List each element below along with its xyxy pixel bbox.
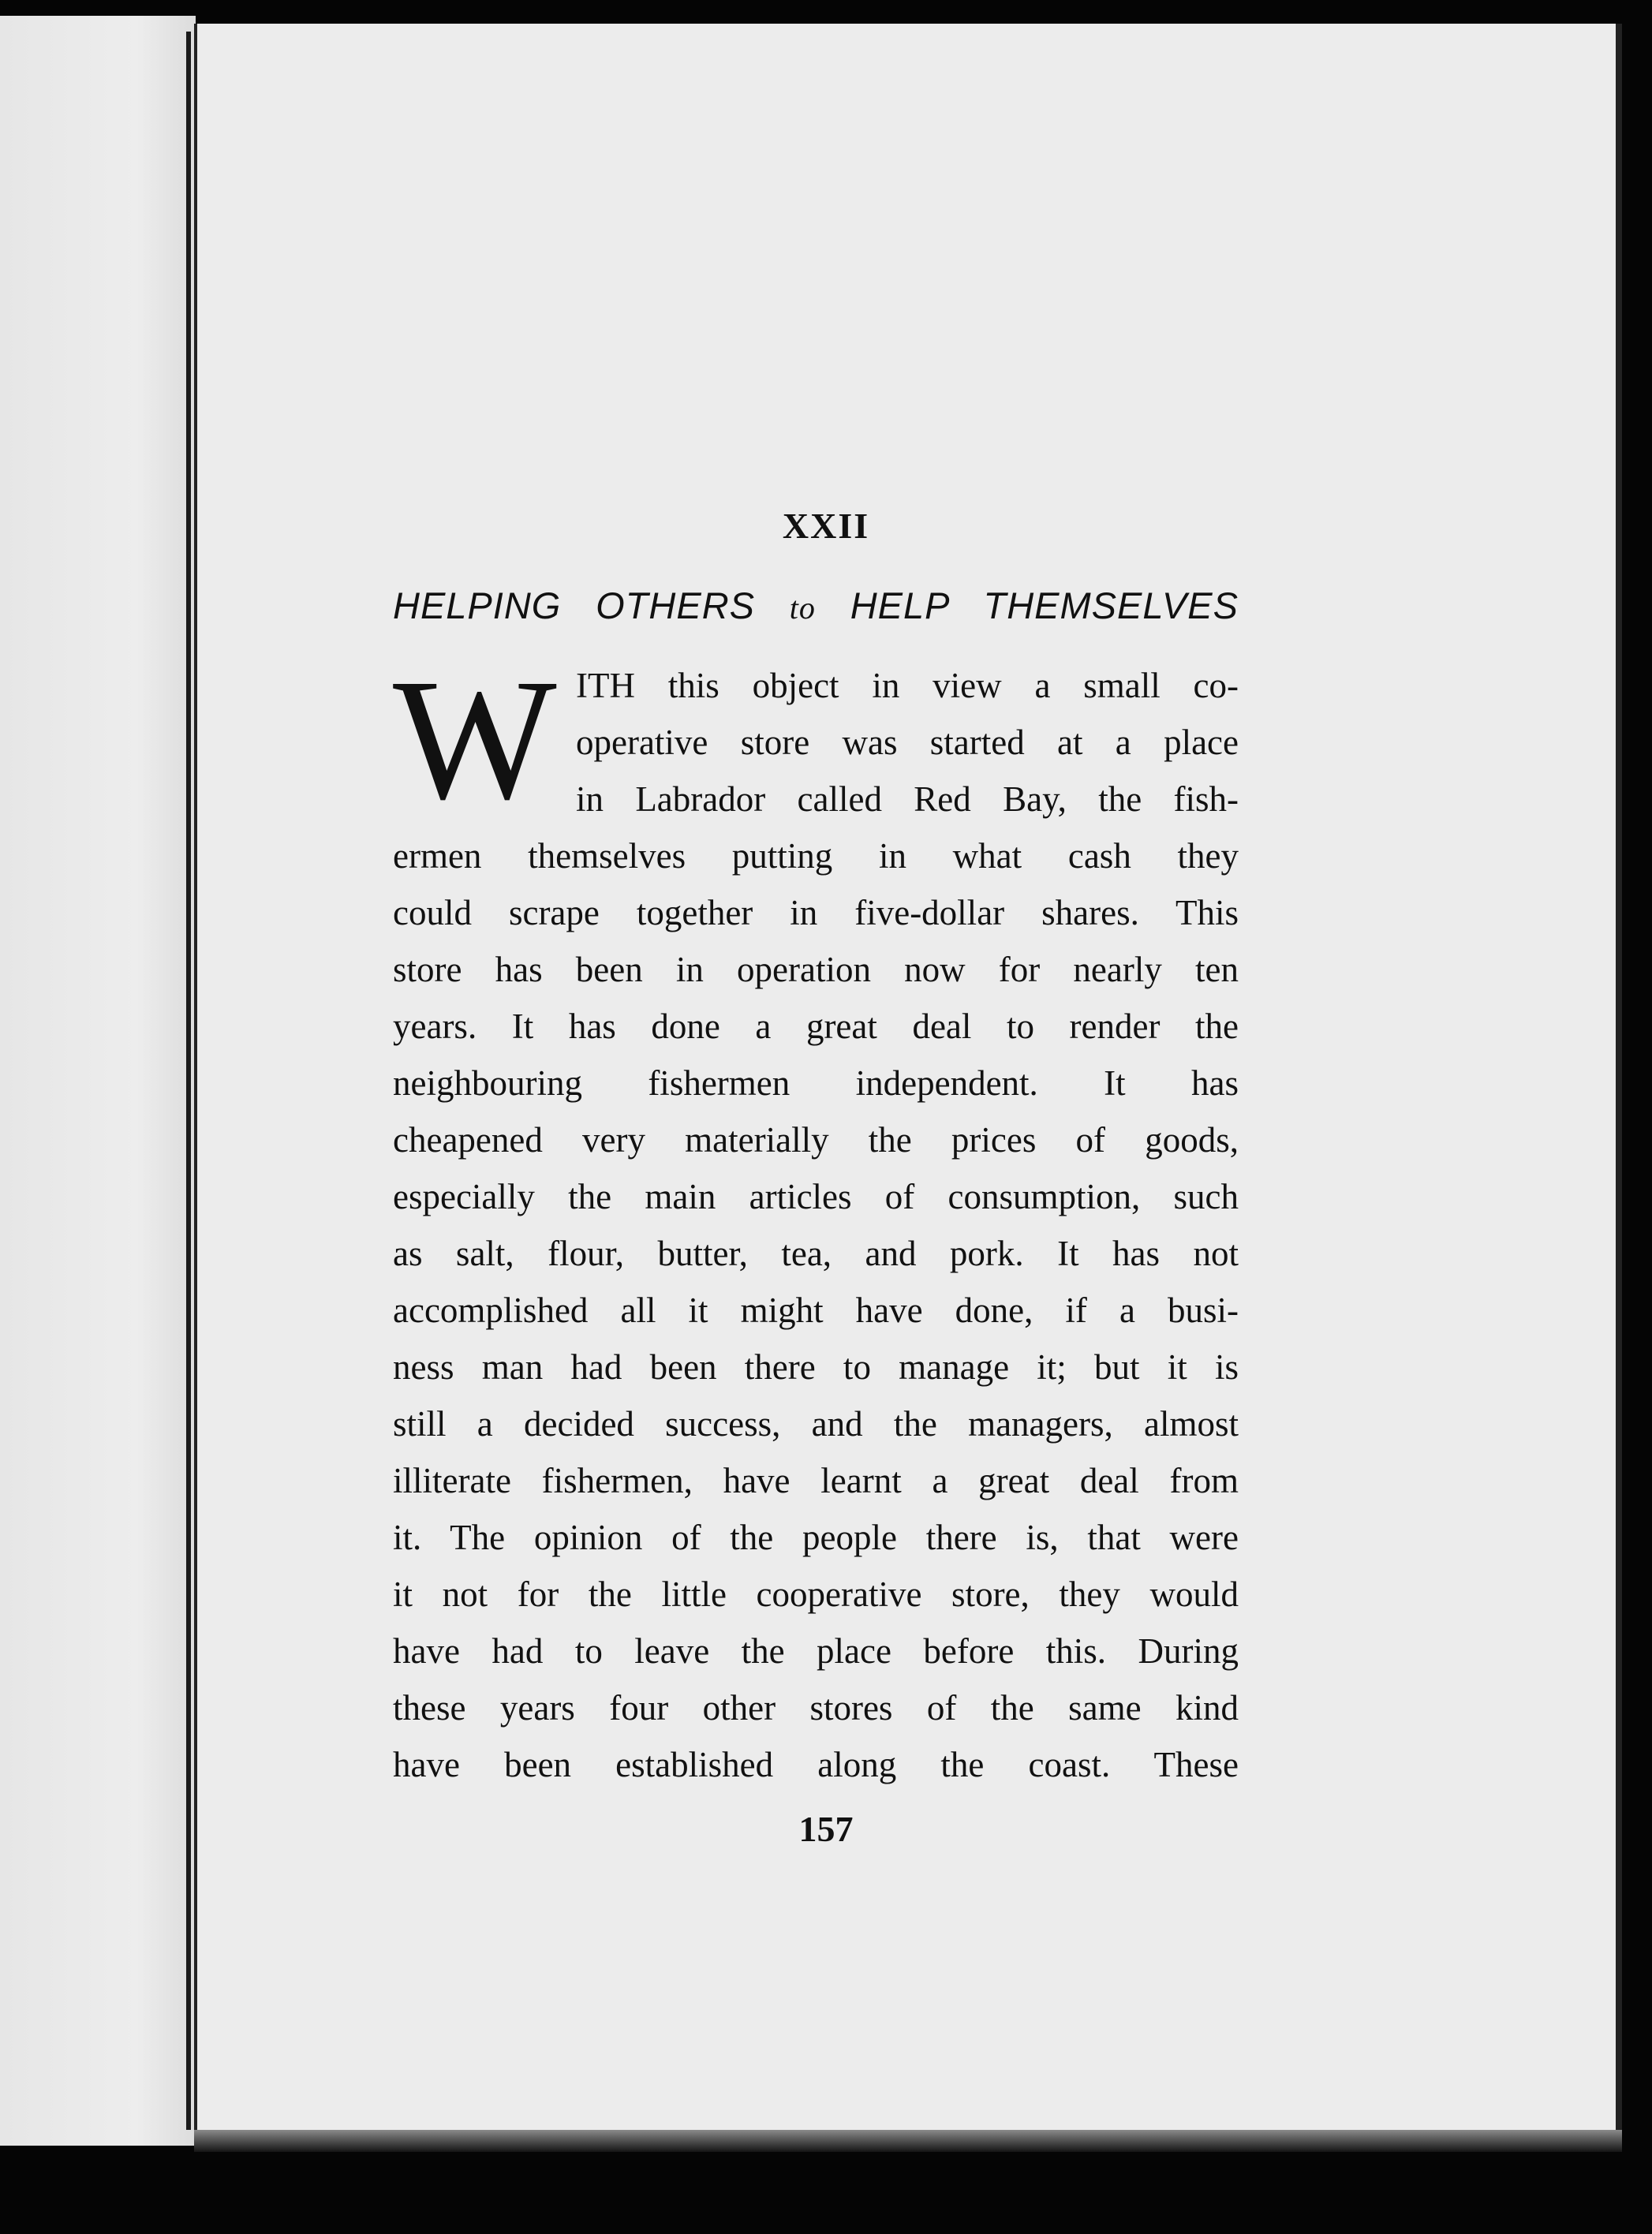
text-line: have been established along the coast. These [393, 1745, 1239, 1784]
text-line: neighbouring fishermen independent. It has [393, 1063, 1239, 1103]
text-line: ermen themselves putting in what cash they [393, 836, 1239, 876]
text-line: as salt, flour, butter, tea, and pork. It has not [393, 1234, 1239, 1273]
text-line: these years four other stores of the same kind [393, 1688, 1239, 1728]
text-line: illiterate fishermen, have learnt a great deal from [393, 1461, 1239, 1500]
text-line: ITH this object in view a small co- [576, 666, 1239, 705]
text-line: operative store was started at a place [576, 723, 1239, 762]
chapter-title-part: to [789, 590, 816, 626]
text-line: it not for the little cooperative store, they would [393, 1575, 1239, 1614]
text-line: store has been in operation now for nearly ten [393, 950, 1239, 989]
text-line: years. It has done a great deal to render the [393, 1007, 1239, 1046]
text-line: still a decided success, and the managers, almost [393, 1404, 1239, 1444]
text-line: cheapened very materially the prices of goods, [393, 1120, 1239, 1160]
text-line: especially the main articles of consumption, such [393, 1177, 1239, 1216]
text-line: could scrape together in five-dollar shares. This [393, 893, 1239, 932]
chapter-title [393, 584, 1239, 627]
chapter-title-part: HELP THEMSELVES [850, 585, 1239, 626]
drop-cap: W [393, 643, 557, 835]
text-line: ness man had been there to manage it; but it is [393, 1347, 1239, 1387]
chapter-title-part: HELPING OTHERS [393, 585, 755, 626]
text-line: it. The opinion of the people there is, that were [393, 1518, 1239, 1557]
body-text [393, 643, 1239, 1793]
chapter-number: XXII [782, 506, 870, 546]
text-line: have had to leave the place before this. During [393, 1631, 1239, 1671]
page-number: 157 [798, 1809, 854, 1849]
text-line: accomplished all it might have done, if a busi- [393, 1291, 1239, 1330]
page-bottom-edge [194, 2130, 1622, 2152]
text-line: in Labrador called Red Bay, the fish- [576, 779, 1239, 819]
